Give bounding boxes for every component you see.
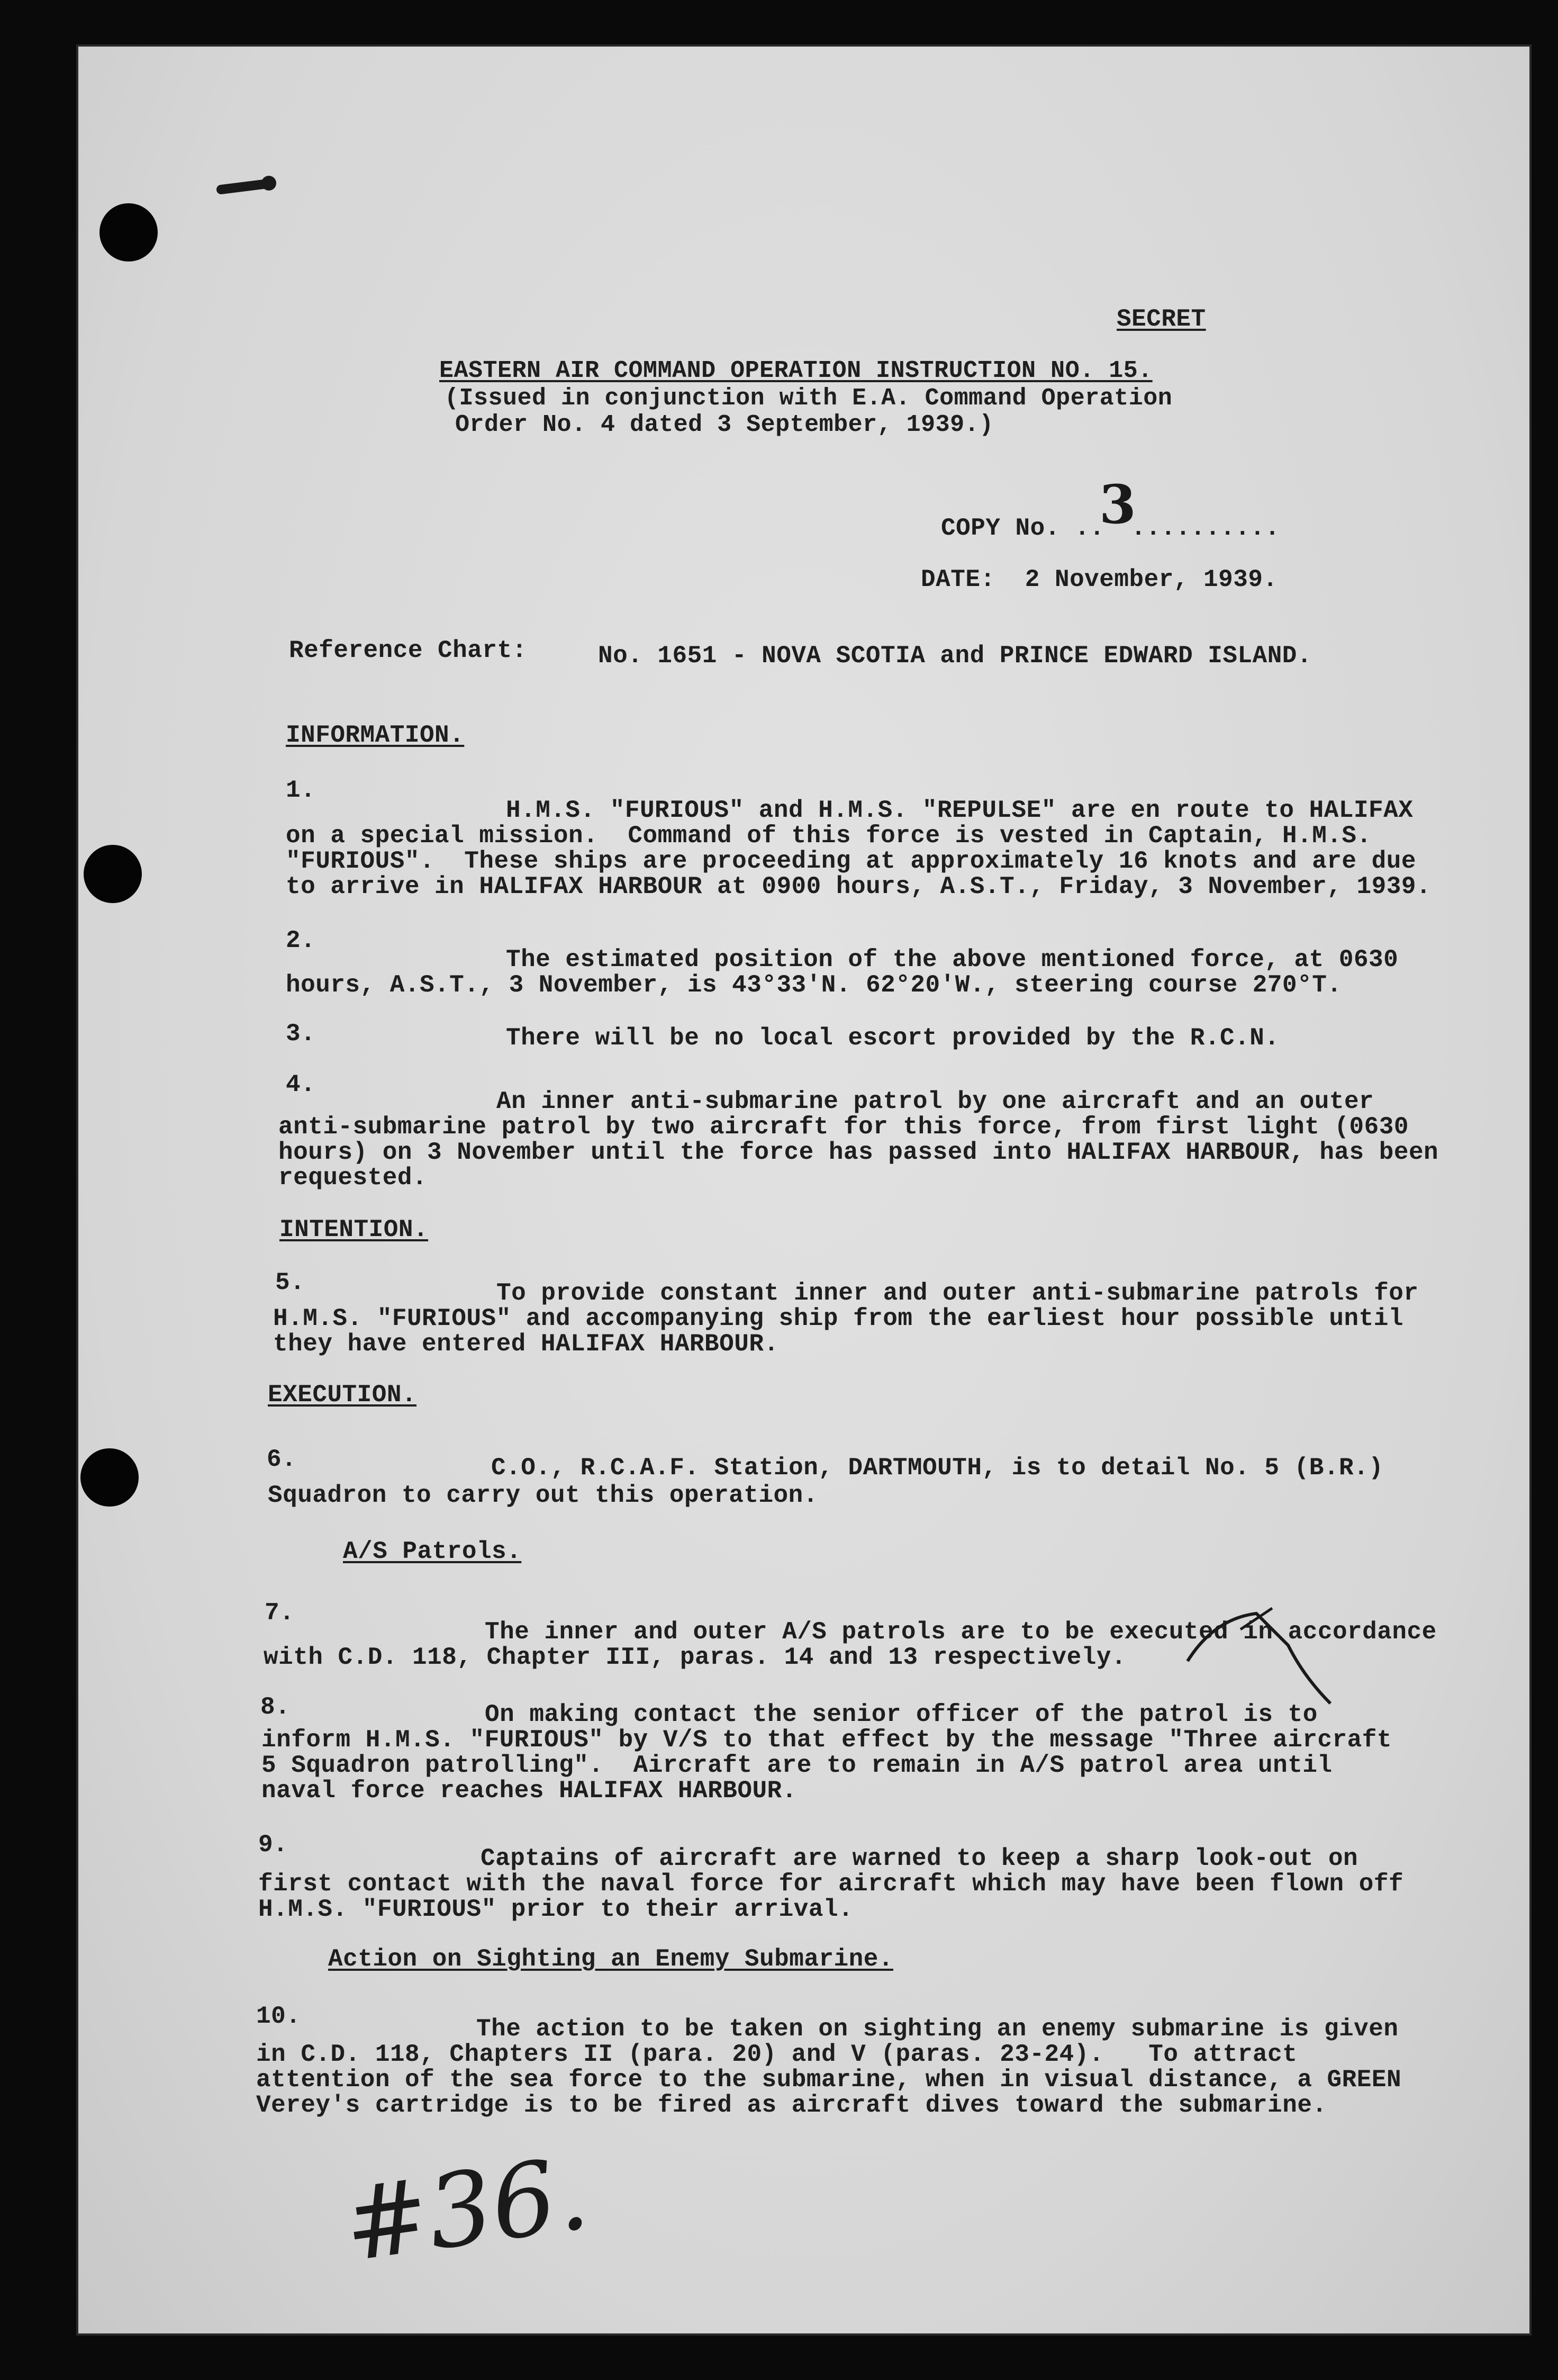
copy-number-handwritten: 3 (1099, 473, 1137, 536)
copy-dots: .......... (1131, 515, 1280, 542)
date-row (921, 566, 1278, 593)
staple-mark (216, 168, 279, 211)
paragraph-line: anti-submarine patrol by two aircraft for this force, from first light (0630 (278, 1113, 1409, 1141)
section-intention: INTENTION. (279, 1216, 429, 1243)
paragraph-line: There will be no local escort provided by the R.C.N. (506, 1024, 1280, 1052)
punch-hole (99, 203, 158, 262)
paragraph-line: H.M.S. "FURIOUS" and accompanying ship from the earliest hour possible until (273, 1305, 1403, 1332)
section-information: INFORMATION. (286, 722, 465, 749)
handwritten-page-mark: #36. (337, 2134, 595, 2285)
copy-label: COPY No. .. (941, 515, 1105, 542)
document-page (78, 47, 1529, 2333)
paragraph-line: requested. (278, 1164, 428, 1192)
paragraph-line: inform H.M.S. "FURIOUS" by V/S to that effect by the message "Three aircraft (261, 1726, 1392, 1754)
paragraph-line: H.M.S. "FURIOUS" and H.M.S. "REPULSE" are en route to HALIFAX (506, 797, 1414, 824)
paragraph-line: hours, A.S.T., 3 November, is 43°33'N. 62°20'W., steering course 270°T. (286, 971, 1342, 999)
subtitle-line-2: Order No. 4 dated 3 September, 1939.) (455, 411, 994, 438)
classification-marking: SECRET (1117, 305, 1206, 333)
paragraph-line: Verey's cartridge is to be fired as aircraft dives toward the submarine. (256, 2091, 1327, 2119)
reference-label: Reference Chart: (289, 637, 527, 664)
paragraph-number: 1. (286, 777, 316, 804)
paragraph-line: naval force reaches HALIFAX HARBOUR. (261, 1777, 797, 1805)
paragraph-line: To provide constant inner and outer anti-submarine patrols for (496, 1279, 1419, 1307)
paragraph-number: 5. (275, 1269, 305, 1296)
paragraph-number: 2. (286, 927, 316, 954)
date-label: DATE: (921, 566, 995, 593)
pen-check-mark (1182, 1598, 1341, 1714)
section-as-patrols: A/S Patrols. (343, 1538, 522, 1565)
section-action-on-sighting: Action on Sighting an Enemy Submarine. (328, 1945, 893, 1973)
paragraph-number: 9. (258, 1831, 288, 1859)
punch-hole (84, 845, 142, 903)
paragraph-line: hours) on 3 November until the force has passed into HALIFAX HARBOUR, has been (278, 1139, 1439, 1166)
paragraph-line: in C.D. 118, Chapters II (para. 20) and V (paras. 23-24). To attract (256, 2041, 1298, 2068)
paragraph-line: on a special mission. Command of this force is vested in Captain, H.M.S. (286, 822, 1372, 850)
paragraph-line: first contact with the naval force for aircraft which may have been flown off (258, 1870, 1404, 1898)
paragraph-line: attention of the sea force to the submarine, when in visual distance, a GREEN (256, 2066, 1402, 2094)
paragraph-line: An inner anti-submarine patrol by one aircraft and an outer (496, 1088, 1374, 1115)
paragraph-number: 6. (267, 1446, 297, 1473)
paragraph-line: "FURIOUS". These ships are proceeding at approximately 16 knots and are due (286, 848, 1416, 875)
section-execution: EXECUTION. (268, 1381, 417, 1409)
paragraph-line: The inner and outer A/S patrols are to be executed in accordance (485, 1618, 1437, 1646)
paragraph-number: 4. (286, 1071, 316, 1098)
paragraph-line: Squadron to carry out this operation. (268, 1482, 818, 1509)
paragraph-line: 5 Squadron patrolling". Aircraft are to remain in A/S patrol area until (261, 1752, 1333, 1779)
paragraph-line: On making contact the senior officer of the patrol is to (485, 1701, 1318, 1728)
paragraph-line: The estimated position of the above mentioned force, at 0630 (506, 946, 1399, 973)
copy-number-row (941, 473, 1280, 542)
subtitle-line-1: (Issued in conjunction with E.A. Command Operation (445, 385, 1173, 412)
document-title: EASTERN AIR COMMAND OPERATION INSTRUCTION NO. 15. (439, 357, 1153, 384)
paragraph-number: 10. (256, 2003, 301, 2030)
paragraph-number: 7. (265, 1599, 295, 1627)
paragraph-line: The action to be taken on sighting an enemy submarine is given (476, 2015, 1399, 2043)
paragraph-line: Captains of aircraft are warned to keep a sharp look-out on (481, 1845, 1358, 1872)
paragraph-line: H.M.S. "FURIOUS" prior to their arrival. (258, 1896, 854, 1923)
paragraph-line: C.O., R.C.A.F. Station, DARTMOUTH, is to detail No. 5 (B.R.) (491, 1454, 1384, 1482)
paragraph-line: they have entered HALIFAX HARBOUR. (273, 1330, 779, 1358)
paragraph-line: to arrive in HALIFAX HARBOUR at 0900 hours, A.S.T., Friday, 3 November, 1939. (286, 873, 1432, 900)
paragraph-number: 3. (286, 1020, 316, 1048)
date-value: 2 November, 1939. (1025, 566, 1278, 593)
reference-value: No. 1651 - NOVA SCOTIA and PRINCE EDWARD ISLAND. (598, 642, 1312, 670)
punch-hole (80, 1448, 139, 1507)
paragraph-number: 8. (260, 1693, 291, 1721)
paragraph-line: with C.D. 118, Chapter III, paras. 14 and 13 respectively. (264, 1644, 1127, 1671)
